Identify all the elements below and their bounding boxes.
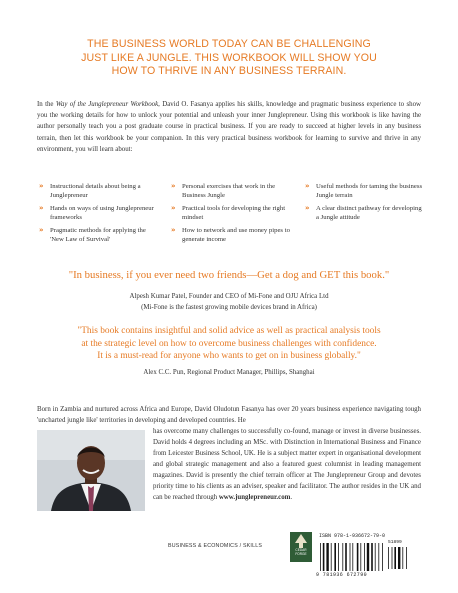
intro-body: , David O. Fasanya applies his skills, knowledge and pragmatic business experience to show you the working details for how to unlock your potential and unleash your inner Junglepreneur. Using this workbook is like having the author personally teach you a post graduate course in practical business. If you are ready to succeed at higher levels in any business terrain, then let this workbook be your companion. In this very practical business workbook for learning to survive and thrive in any environment, you will learn about:	[37, 101, 421, 153]
list-item-text: A clear distinct pathway for developing a Jungle attitude	[316, 204, 422, 222]
bullet-arrow-icon: »	[171, 225, 176, 234]
headline-line-3: HOW TO THRIVE IN ANY BUSINESS TERRAIN.	[111, 65, 347, 78]
list-item	[39, 226, 161, 245]
learning-points	[39, 182, 423, 248]
intro-book-title: Way of the Junglepreneur Workbook	[55, 101, 159, 108]
list-item-text: Pragmatic methods for applying the 'New Law of Survival'	[50, 226, 146, 244]
author-website-link[interactable]: www.junglepreneur.com	[218, 494, 291, 501]
list-item-text: Personal exercises that work in the Business Jungle	[182, 183, 276, 200]
bullet-arrow-icon: »	[171, 203, 176, 212]
list-item-text: Hands on ways of using Junglepreneur frameworks	[50, 204, 154, 222]
category-label: BUSINESS & ECONOMICS / SKILLS	[168, 543, 263, 549]
list-item	[171, 226, 295, 245]
list-item	[39, 182, 161, 201]
testimonial-1-name: Alpesh Kumar Patel, Founder and CEO of Mi-Fone and OJU Africa Ltd	[129, 293, 329, 300]
learning-points-column-3	[305, 182, 425, 248]
testimonial-1-note: (Mi-Fone is the fastest growing mobile devices brand in Africa)	[141, 304, 317, 312]
bullet-arrow-icon: »	[305, 182, 310, 190]
testimonial-2-line-1: "This book contains insightful and solid advice as well as practical analysis tools	[77, 326, 381, 336]
author-photo	[37, 430, 145, 511]
publisher-logo	[290, 532, 312, 562]
list-item	[171, 204, 295, 223]
headline-line-1: THE BUSINESS WORLD TODAY CAN BE CHALLENGING	[87, 38, 371, 50]
testimonial-attribution-1	[30, 291, 428, 313]
publisher-logo-line-1: CEDAR	[295, 548, 307, 552]
author-bio-body	[153, 426, 421, 503]
author-bio-text: has overcome many challenges to successfully co-found, manage or invest in diverse businesses. David holds 4 degrees including an MSc. with Distinction in International Business and Finance from Leicester Business School, UK. He is a subject matter expert in organisational development and global strategic management and also a featured guest columnist in leading management magazines. David is presently the chief terrain officer at The Junglepreneur Group and devotes priority time to his clients as an adviser, speaker and facilitator. The author resides in the UK and can be reached through	[153, 428, 421, 501]
bullet-arrow-icon: »	[39, 225, 44, 234]
list-item	[305, 182, 425, 201]
headline	[50, 38, 408, 79]
bullet-arrow-icon: »	[305, 203, 310, 212]
author-portrait-icon	[37, 430, 145, 511]
tree-icon	[295, 534, 307, 548]
intro-lead: In the	[37, 101, 56, 108]
bullet-arrow-icon: »	[171, 182, 176, 190]
learning-points-column-2	[171, 182, 295, 248]
testimonial-attribution-2: Alex C.C. Pun, Regional Product Manager, Phillips, Shanghai	[143, 369, 315, 376]
bullet-arrow-icon: »	[39, 182, 44, 190]
testimonial-quote-2	[30, 325, 428, 363]
isbn-label: ISBN 978-1-936672-79-0	[319, 533, 386, 539]
list-item-text: Instructional details about being a Junglepreneur	[50, 183, 141, 200]
author-bio-intro: Born in Zambia and nurtured across Africa and Europe, David Oludotun Fasanya has over 20 years business experience navigating tough 'uncharted jungle like' territories in developing and developed countries. He	[37, 406, 421, 424]
barcode-digits: 9 781936 672790	[316, 572, 368, 578]
list-item	[305, 204, 425, 223]
list-item	[39, 204, 161, 223]
publisher-logo-line-2: FORGE	[295, 551, 307, 556]
testimonial-2-line-3: It is a must-read for anyone who wants to get on in business globally."	[97, 351, 361, 362]
learning-points-column-1	[39, 182, 161, 248]
bullet-arrow-icon: »	[39, 203, 44, 212]
price-code: 51899	[388, 540, 402, 545]
list-item-text: Practical tools for developing the right mindset	[182, 204, 286, 222]
testimonial-2-line-2: at the strategic level on how to overcome business challenges with confidence.	[81, 338, 377, 349]
headline-line-2: JUST LIKE A JUNGLE. THIS WORKBOOK WILL SHOW YOU	[81, 51, 377, 64]
intro-paragraph	[37, 99, 421, 155]
list-item	[171, 182, 295, 201]
list-item-text: Useful methods for taming the business Jungle terrain	[316, 183, 423, 200]
author-bio-end: .	[290, 494, 293, 501]
list-item-text: How to network and use money pipes to generate income	[182, 226, 290, 244]
testimonial-quote-1: "In business, if you ever need two friends—Get a dog and GET this book."	[68, 269, 390, 281]
